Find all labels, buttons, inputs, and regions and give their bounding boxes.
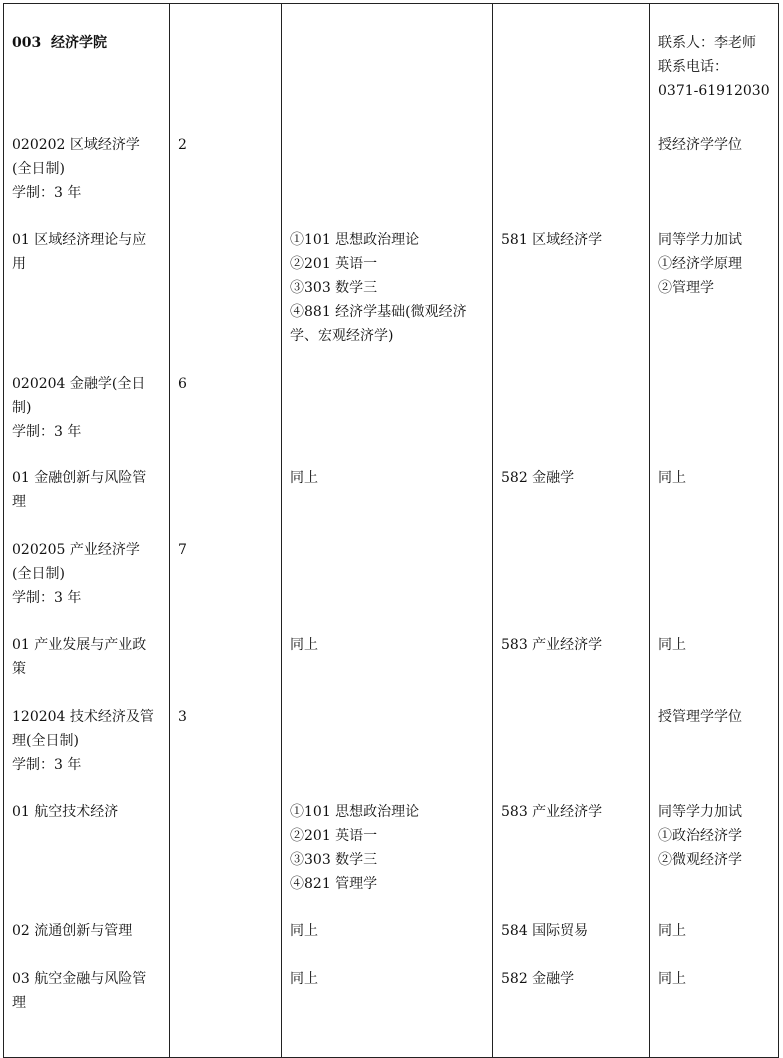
major-line: 理 [12, 994, 26, 1011]
exams-line: ④821 管理学 [290, 875, 378, 892]
enrollment-cell [170, 956, 282, 1058]
retest-subject-cell [493, 789, 650, 908]
remark-line: ②管理学 [658, 279, 714, 296]
major-line: 120204 技术经济及管 [12, 708, 154, 725]
exam-subjects-cell [282, 361, 493, 455]
catalog-row [4, 789, 779, 908]
catalog-row [4, 4, 779, 122]
major-line: 制) [12, 399, 32, 416]
major-line: 02 流通创新与管理 [12, 922, 133, 939]
major-line: 003 经济学院 [12, 35, 107, 51]
retest-subject-cell [493, 956, 650, 1058]
enrollment-cell [170, 455, 282, 527]
retest-subject-cell [493, 908, 650, 956]
major-cell [4, 455, 170, 527]
retest-subject-cell [493, 361, 650, 455]
exams-line: ③303 数学三 [290, 279, 378, 296]
major-line: 学制：3 年 [12, 756, 82, 773]
major-line: 理 [12, 493, 26, 510]
retest-line: 583 产业经济学 [501, 803, 603, 820]
major-line: 学制：3 年 [12, 184, 82, 201]
retest-subject-cell [493, 122, 650, 217]
major-cell [4, 908, 170, 956]
retest-line: 582 金融学 [501, 469, 575, 486]
major-cell [4, 361, 170, 455]
major-line: 020204 金融学(全日 [12, 375, 146, 392]
enrollment-cell [170, 361, 282, 455]
remark-line: 同等学力加试 [658, 803, 742, 820]
enrollment-count: 6 [178, 375, 187, 392]
remark-line: 同上 [658, 636, 686, 653]
catalog-row [4, 361, 779, 455]
exams-line: ②201 英语一 [290, 827, 378, 844]
remarks-cell [650, 361, 779, 455]
retest-subject-cell [493, 622, 650, 694]
major-line: 01 金融创新与风险管 [12, 469, 147, 486]
major-line: 020205 产业经济学 [12, 541, 140, 558]
remarks-cell [650, 455, 779, 527]
major-line: (全日制) [12, 565, 65, 582]
exam-subjects-cell [282, 694, 493, 789]
retest-line: 581 区域经济学 [501, 231, 603, 248]
remarks-cell [650, 908, 779, 956]
catalog-row [4, 622, 779, 694]
enrollment-count: 7 [178, 541, 187, 558]
catalog-row [4, 122, 779, 217]
exam-subjects-cell [282, 622, 493, 694]
enrollment-cell [170, 527, 282, 622]
remark-line: 同上 [658, 469, 686, 486]
retest-subject-cell [493, 694, 650, 789]
exams-line: 同上 [290, 922, 318, 939]
exam-subjects-cell [282, 217, 493, 361]
enrollment-cell [170, 217, 282, 361]
exams-line: 学、宏观经济学) [290, 327, 394, 344]
exam-subjects-cell [282, 122, 493, 217]
major-cell [4, 956, 170, 1058]
catalog-row [4, 217, 779, 361]
major-line: 用 [12, 255, 26, 272]
exams-line: 同上 [290, 636, 318, 653]
exam-subjects-cell [282, 527, 493, 622]
major-cell [4, 527, 170, 622]
major-cell [4, 789, 170, 908]
major-line: 学制：3 年 [12, 589, 82, 606]
remarks-cell [650, 622, 779, 694]
major-line: 学制：3 年 [12, 423, 82, 440]
remarks-cell [650, 4, 779, 122]
exams-line: ③303 数学三 [290, 851, 378, 868]
remark-line: 同上 [658, 970, 686, 987]
exam-subjects-cell [282, 4, 493, 122]
catalog-sheet [3, 3, 778, 1053]
retest-subject-cell [493, 4, 650, 122]
major-line: 理(全日制) [12, 732, 79, 749]
exam-subjects-cell [282, 908, 493, 956]
remarks-cell [650, 956, 779, 1058]
remark-line: 联系人：李老师 [658, 35, 756, 51]
major-cell [4, 122, 170, 217]
catalog-row [4, 694, 779, 789]
remark-line: 授经济学学位 [658, 136, 742, 153]
catalog-row [4, 956, 779, 1058]
retest-subject-cell [493, 527, 650, 622]
exams-line: ①101 思想政治理论 [290, 803, 420, 820]
enrollment-cell [170, 4, 282, 122]
retest-subject-cell [493, 217, 650, 361]
remark-line: ②微观经济学 [658, 851, 742, 868]
enrollment-cell [170, 908, 282, 956]
major-line: 策 [12, 660, 26, 677]
remark-line: 同等学力加试 [658, 231, 742, 248]
remarks-cell [650, 122, 779, 217]
exams-line: ④881 经济学基础(微观经济 [290, 303, 467, 320]
major-cell [4, 694, 170, 789]
exams-line: ①101 思想政治理论 [290, 231, 420, 248]
major-line: (全日制) [12, 160, 65, 177]
catalog-row [4, 908, 779, 956]
major-line: 01 区域经济理论与应 [12, 231, 147, 248]
remark-line: ①政治经济学 [658, 827, 742, 844]
remark-line: 同上 [658, 922, 686, 939]
remark-line: ①经济学原理 [658, 255, 742, 272]
remark-line: 联系电话： [658, 59, 728, 75]
retest-subject-cell [493, 455, 650, 527]
retest-line: 584 国际贸易 [501, 922, 589, 939]
exam-subjects-cell [282, 455, 493, 527]
enrollment-cell [170, 789, 282, 908]
remarks-cell [650, 789, 779, 908]
program-catalog-table [3, 3, 779, 1058]
major-cell [4, 4, 170, 122]
major-line: 01 航空技术经济 [12, 803, 119, 820]
exam-subjects-cell [282, 789, 493, 908]
catalog-row [4, 527, 779, 622]
major-cell [4, 217, 170, 361]
major-line: 020202 区域经济学 [12, 136, 140, 153]
catalog-body [4, 4, 779, 1058]
remark-line: 授管理学学位 [658, 708, 742, 725]
major-cell [4, 622, 170, 694]
major-line: 03 航空金融与风险管 [12, 970, 147, 987]
catalog-row [4, 455, 779, 527]
exams-line: 同上 [290, 970, 318, 987]
remarks-cell [650, 527, 779, 622]
enrollment-count: 2 [178, 136, 187, 153]
enrollment-cell [170, 622, 282, 694]
remark-line: 0371-61912030 [658, 83, 770, 99]
retest-line: 583 产业经济学 [501, 636, 603, 653]
enrollment-cell [170, 122, 282, 217]
enrollment-count: 3 [178, 708, 187, 725]
major-line: 01 产业发展与产业政 [12, 636, 147, 653]
enrollment-cell [170, 694, 282, 789]
exams-line: ②201 英语一 [290, 255, 378, 272]
exam-subjects-cell [282, 956, 493, 1058]
remarks-cell [650, 694, 779, 789]
remarks-cell [650, 217, 779, 361]
retest-line: 582 金融学 [501, 970, 575, 987]
exams-line: 同上 [290, 469, 318, 486]
